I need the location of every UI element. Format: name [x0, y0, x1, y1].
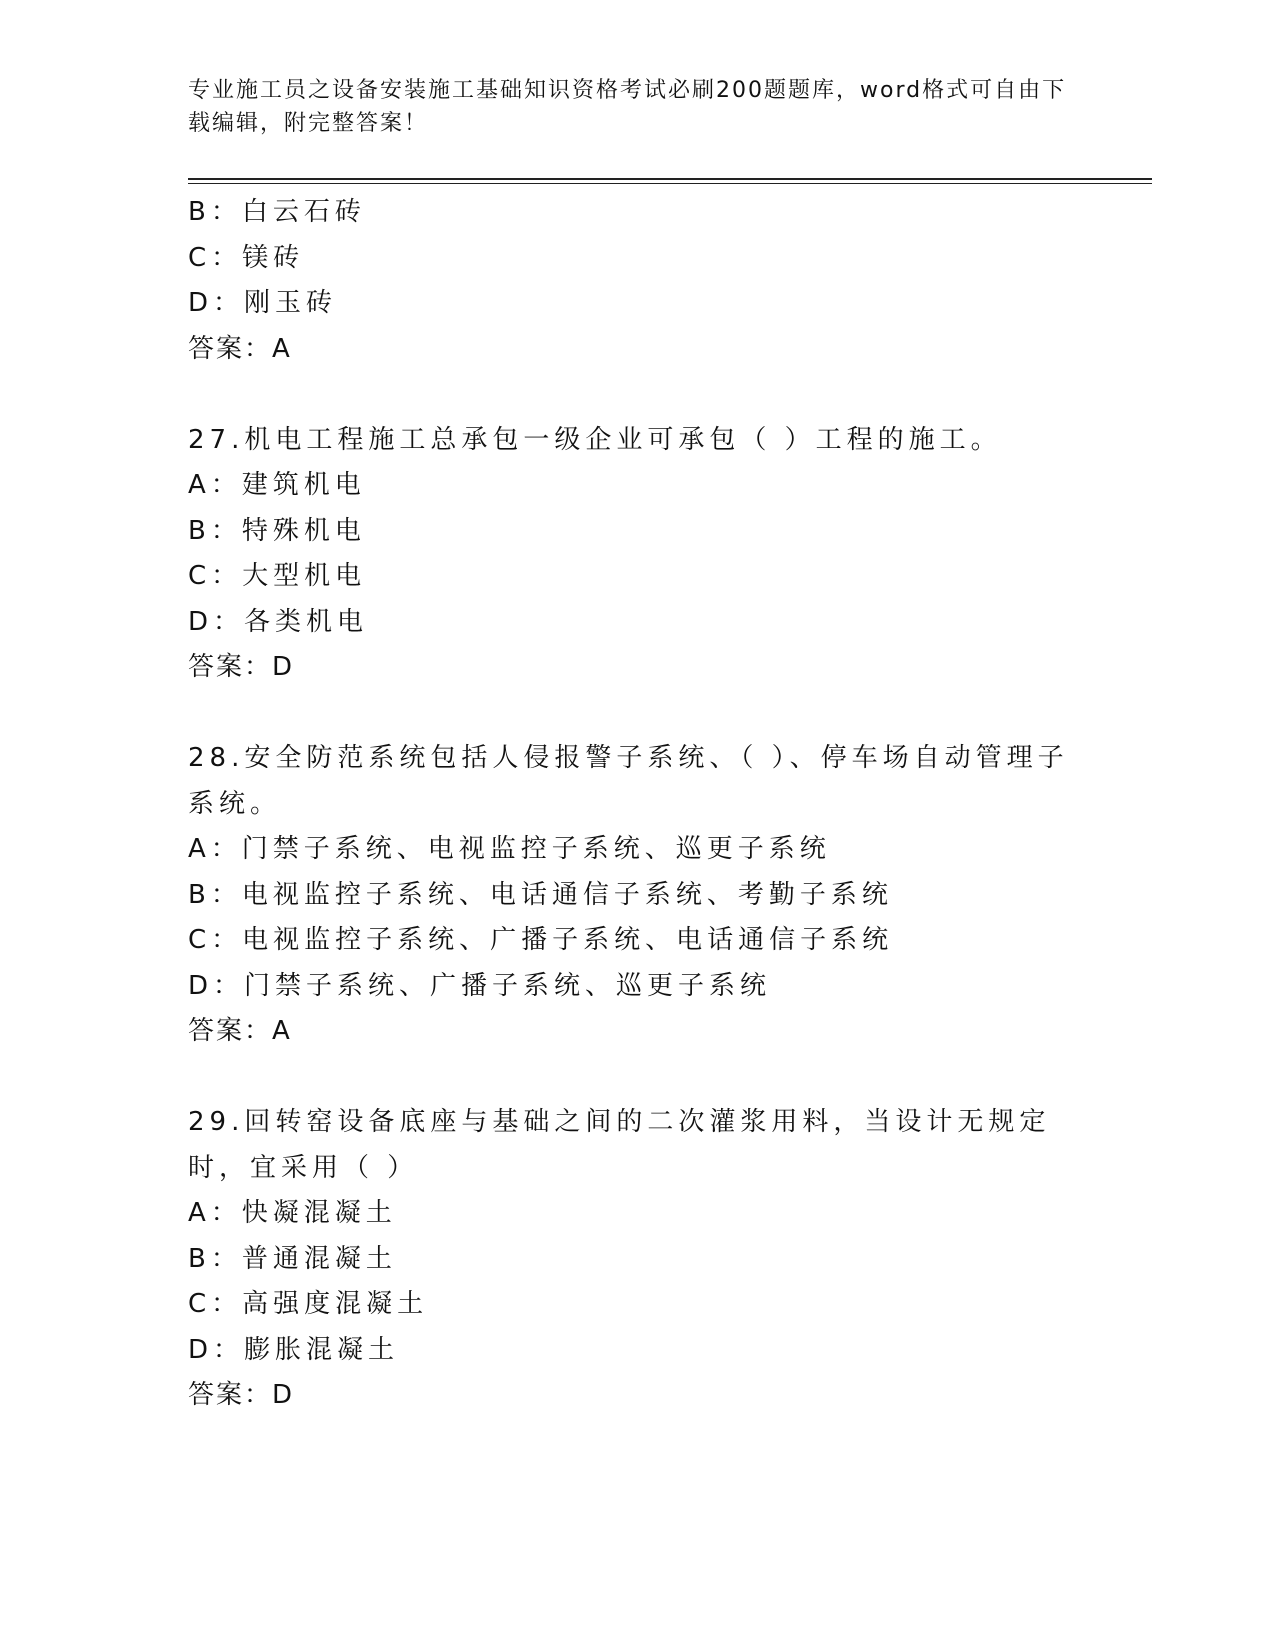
- option-b: B：白云石砖: [188, 197, 366, 227]
- option-c: C：镁砖: [188, 242, 305, 273]
- question-stem: 27.机电工程施工总承包一级企业可承包（ ）工程的施工。: [188, 424, 1002, 455]
- question-stem: 28.安全防范系统包括人侵报警子系统、（ ）、停车场自动管理子系统。: [188, 743, 1069, 819]
- question-content: [188, 190, 1088, 1419]
- option-c: C：大型机电: [188, 561, 367, 591]
- option-b: B：电视监控子系统、电话通信子系统、考勤子系统: [188, 879, 893, 910]
- answer: 答案：A: [188, 1016, 292, 1046]
- option-c: C：电视监控子系统、广播子系统、电话通信子系统: [188, 925, 894, 955]
- option-a: A：快凝混凝土: [188, 1198, 397, 1228]
- option-d: D：门禁子系统、广播子系统、巡更子系统: [188, 970, 772, 1001]
- option-a: A：建筑机电: [188, 470, 366, 500]
- answer: 答案：D: [188, 1380, 295, 1410]
- question-28: [188, 736, 1088, 1055]
- question-stem: 29.回转窑设备底座与基础之间的二次灌浆用料，当设计无规定时，宜采用（ ）: [188, 1107, 1051, 1183]
- option-b: B：特殊机电: [188, 515, 366, 546]
- question-29: [188, 1100, 1088, 1419]
- question-27: [188, 418, 1088, 691]
- header-divider-thin: [188, 183, 1152, 184]
- option-c: C：高强度混凝土: [188, 1289, 429, 1319]
- option-d: D：膨胀混凝土: [188, 1334, 400, 1365]
- option-d: D：刚玉砖: [188, 288, 338, 318]
- answer: 答案：D: [188, 652, 295, 682]
- continued-question: [188, 190, 1088, 372]
- option-a: A：门禁子系统、电视监控子系统、巡更子系统: [188, 834, 831, 864]
- option-d: D：各类机电: [188, 606, 369, 637]
- header-divider-thick: [188, 178, 1152, 180]
- document-header: 专业施工员之设备安装施工基础知识资格考试必刷200题题库，word格式可自由下载编辑，附完整答案！: [188, 78, 1067, 136]
- answer: 答案：A: [188, 333, 292, 364]
- option-b: B：普通混凝土: [188, 1243, 397, 1274]
